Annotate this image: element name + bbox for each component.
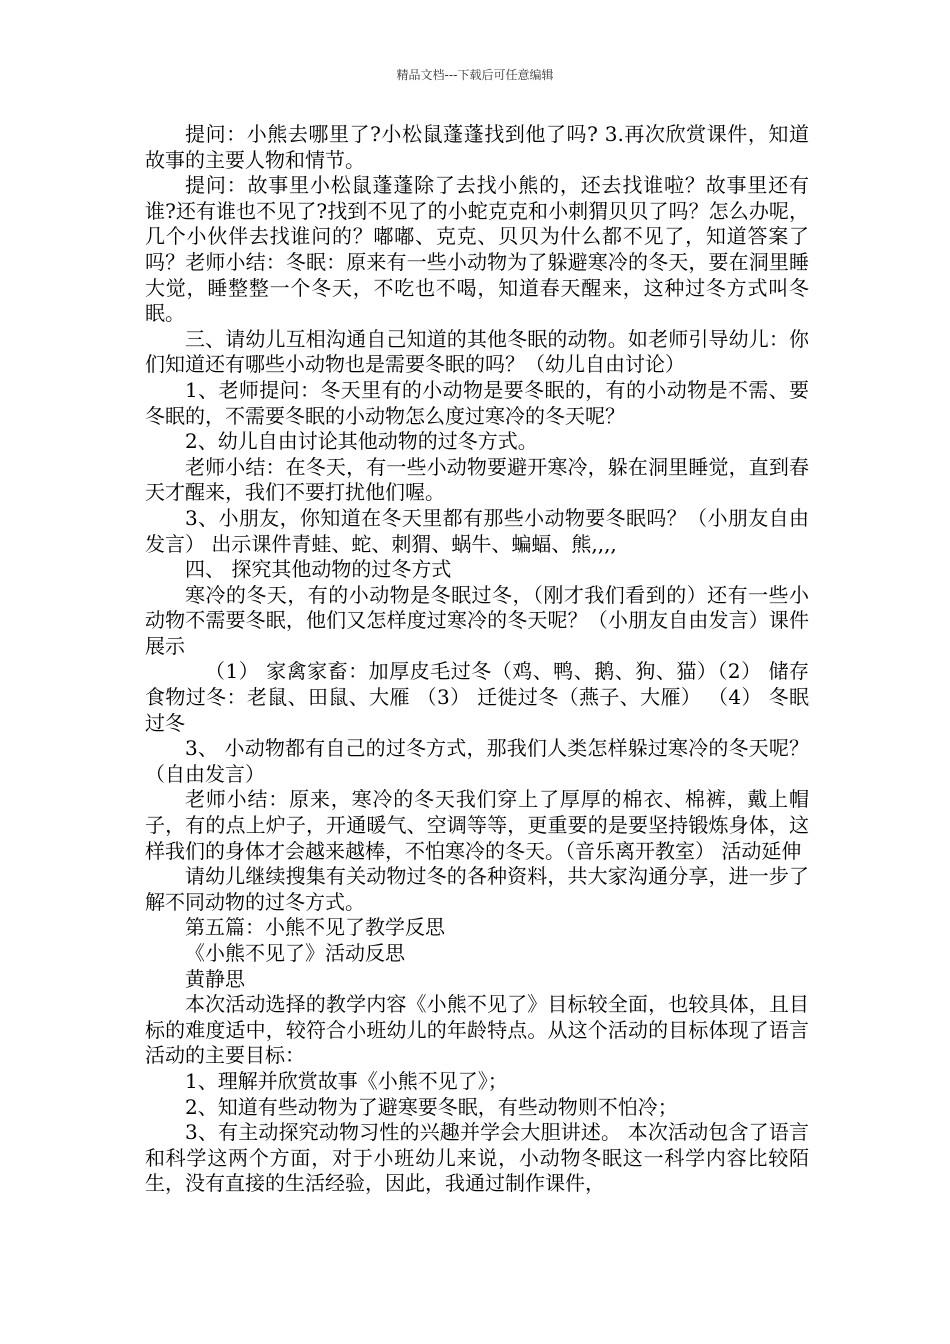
paragraph: 三、请幼儿互相沟通自己知道的其他冬眠的动物。如老师引导幼儿：你们知道还有哪些小动物也是需要冬眠的吗？（幼儿自由讨论）: [145, 326, 809, 377]
paragraph: （1） 家禽家畜：加厚皮毛过冬（鸡、鸭、鹅、狗、猫）（2） 储存食物过冬：老鼠、田鼠、大雁 （3） 迁徙过冬（燕子、大雁） （4） 冬眠过冬: [145, 659, 809, 735]
paragraph: 本次活动选择的教学内容《小熊不见了》目标较全面，也较具体，且目标的难度适中，较符合小班幼儿的年龄特点。从这个活动的目标体现了语言活动的主要目标：: [145, 992, 809, 1068]
paragraph: 2、幼儿自由讨论其他动物的过冬方式。: [185, 429, 538, 454]
section-heading: 四、 探究其他动物的过冬方式: [185, 557, 452, 582]
paragraph: 请幼儿继续搜集有关动物过冬的各种资料，共大家沟通分享，进一步了解不同动物的过冬方式。: [145, 864, 809, 914]
paragraph: 老师小结：在冬天，有一些小动物要避开寒冷，躲在洞里睡觉，直到春天才醒来，我们不要打扰他们喔。: [145, 454, 809, 505]
section-title: 第五篇：小熊不见了教学反思: [185, 915, 445, 940]
paragraph: 3、 小动物都有自己的过冬方式，那我们人类怎样躲过寒冷的冬天呢？（自由发言）: [145, 736, 809, 786]
article-title: 《小熊不见了》活动反思: [185, 941, 405, 965]
paragraph: 寒冷的冬天，有的小动物是冬眠过冬，（刚才我们看到的）还有一些小动物不需要冬眠，他们又怎样度过寒冷的冬天呢？（小朋友自由发言）课件展示: [145, 582, 809, 658]
page-header: 精品文档---下载后可任意编辑: [396, 68, 554, 82]
paragraph: 2、知道有些动物为了避寒要冬眠，有些动物则不怕冷；: [185, 1094, 678, 1119]
paragraph: 老师小结：原来，寒冷的冬天我们穿上了厚厚的棉衣、棉裤，戴上帽子，有的点上炉子，开通暖气、空调等等，更重要的是要坚持锻炼身体，这样我们的身体才会越来越棒，不怕寒冷的冬天。（音乐离开教室） 活动延伸: [145, 787, 809, 863]
paragraph: 3、有主动探究动物习性的兴趣并学会大胆讲述。 本次活动包含了语言和科学这两个方面，对于小班幼儿来说，小动物冬眠这一科学内容比较陌生，没有直接的生活经验，因此，我通过制作课件，: [145, 1120, 809, 1196]
author-name: 黄静思: [185, 966, 245, 991]
paragraph: 提问：故事里小松鼠蓬蓬除了去找小熊的，还去找谁啦？故事里还有谁?还有谁也不见了?找到不见了的小蛇克克和小刺猬贝贝了吗？怎么办呢，几个小伙伴去找谁问的？嘟嘟、克克、贝贝为什么都不见了，知道答案了吗？老师小结：冬眠：原来有一些小动物为了躲避寒冷的冬天，要在洞里睡大觉，睡整整一个冬天，不吃也不喝，知道春天醒来，这种过冬方式叫冬眠。: [145, 173, 809, 326]
paragraph: 1、老师提问：冬天里有的小动物是要冬眠的，有的小动物是不需、要冬眠的，不需要冬眠的小动物怎么度过寒冷的冬天呢？: [145, 377, 809, 428]
paragraph: 提问：小熊去哪里了?小松鼠蓬蓬找到他了吗? 3.再次欣赏课件，知道故事的主要人物和情节。: [145, 122, 809, 172]
paragraph: 1、理解并欣赏故事《小熊不见了》；: [185, 1068, 508, 1093]
document-body: [145, 122, 809, 1197]
paragraph: 3、小朋友，你知道在冬天里都有那些小动物要冬眠吗？（小朋友自由发言） 出示课件青蛙、蛇、刺猬、蜗牛、蝙蝠、熊,,,,: [145, 505, 809, 556]
